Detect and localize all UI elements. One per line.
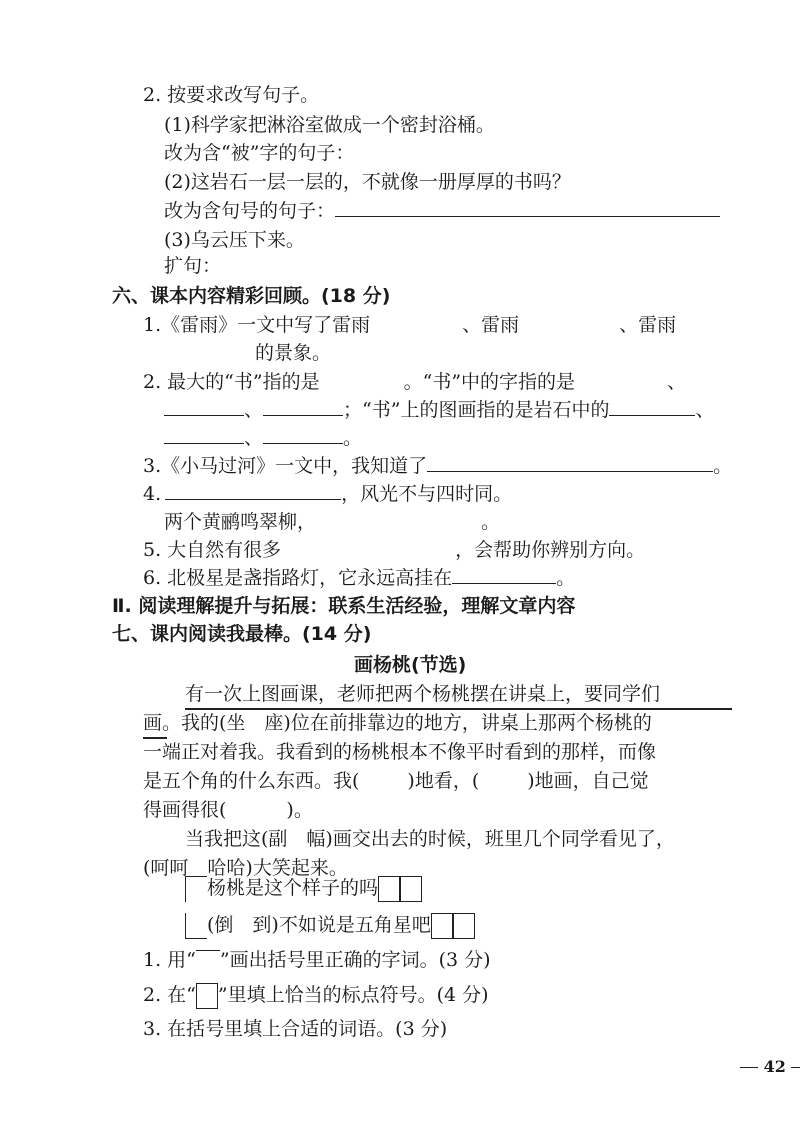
q5-2-task-2-row xyxy=(164,198,720,224)
dialogue-line-1 xyxy=(185,875,422,902)
answer-blank[interactable] xyxy=(263,397,343,416)
q5-2-sentence-1: (1)科学家把淋浴室做成一个密封浴桶。 xyxy=(164,114,495,136)
dialogue-line-2 xyxy=(185,912,475,939)
s6-q3-text-b: 。 xyxy=(713,455,733,477)
q5-2-title: 2. 按要求改写句子。 xyxy=(143,84,320,106)
punctuation-box[interactable] xyxy=(185,913,207,939)
page-number-row xyxy=(740,1054,800,1080)
punctuation-box[interactable] xyxy=(453,913,475,939)
s6-q4-row1 xyxy=(143,481,512,507)
answer-blank[interactable] xyxy=(335,198,720,217)
s6-q2-text-a: 2. 最大的“书”指的是 xyxy=(143,371,320,393)
s6-q3-text-a: 3.《小马过河》一文中，我知道了 xyxy=(143,455,428,477)
s6-q4-text-c: 两个黄鹂鸣翠柳， xyxy=(164,511,317,533)
part-2-title: Ⅱ. 阅读理解提升与拓展：联系生活经验，理解文章内容 xyxy=(112,595,576,617)
s6-q1-text-b: 、雷雨 xyxy=(462,314,520,336)
s6-q1-cont: 的景象。 xyxy=(255,342,332,364)
passage-line-5 xyxy=(143,797,313,823)
s6-q2-text-d: 、 xyxy=(244,399,264,421)
passage-text-5a: 得画得很( xyxy=(143,799,227,821)
passage-text-4a: 是五个角的什么东西。我( xyxy=(143,770,360,792)
answer-blank[interactable] xyxy=(164,425,244,444)
s6-q5-text-b: ，会帮助你辨别方向。 xyxy=(455,539,646,561)
q5-2-sentence-2: (2)这岩石一层一层的，不就像一册厚厚的书吗？ xyxy=(164,171,571,193)
s6-q2-text-h: 。 xyxy=(343,427,363,449)
s7-q1-text-a: 1. 用“ xyxy=(143,949,196,971)
s6-q5-text-a: 5. 大自然有很多 xyxy=(143,539,282,561)
s6-q6-text-b: 。 xyxy=(556,567,576,589)
dash-decoration xyxy=(740,1067,758,1068)
s6-q6-text-a: 6. 北极星是盏指路灯，它永远高挂在 xyxy=(143,567,453,589)
s6-q3-row xyxy=(143,453,732,479)
passage-text-4b: )地看，( xyxy=(407,770,480,792)
dialogue-text-2: (倒 到)不如说是五角星吧 xyxy=(207,914,431,936)
punctuation-box[interactable] xyxy=(431,913,453,939)
s6-q5-row xyxy=(143,537,645,563)
box-mark xyxy=(196,983,218,1009)
straight-line-mark xyxy=(196,950,220,951)
s6-q2-row2 xyxy=(164,397,714,423)
answer-blank[interactable] xyxy=(609,397,695,416)
section-7-title: 七、课内阅读我最棒。(14 分) xyxy=(112,623,372,645)
s7-q3: 3. 在括号里填上合适的词语。(3 分) xyxy=(143,1018,448,1040)
passage-text-5b: )。 xyxy=(286,799,313,821)
s6-q4-text-a: 4. xyxy=(143,483,162,505)
punctuation-box[interactable] xyxy=(185,876,207,902)
s6-q6-row xyxy=(143,565,575,591)
s6-q2-text-c: 、 xyxy=(667,371,687,393)
s6-q4-text-b: ，风光不与四时同。 xyxy=(341,483,513,505)
passage-line-4 xyxy=(143,768,649,794)
s6-q1-text-a: 1.《雷雨》一文中写了雷雨 xyxy=(143,314,371,336)
s7-q1-text-b: ”画出括号里正确的字词。(3 分) xyxy=(219,949,491,971)
s6-q1-text-c: 、雷雨 xyxy=(619,314,677,336)
s7-q2-row xyxy=(143,982,489,1009)
s6-q1-row xyxy=(143,312,676,338)
punctuation-box[interactable] xyxy=(378,876,400,902)
s6-q2-text-b: 。“书”中的字指的是 xyxy=(403,371,576,393)
s7-q1-row xyxy=(143,947,491,973)
s7-q2-text-b: ”里填上恰当的标点符号。(4 分) xyxy=(217,984,489,1006)
answer-blank[interactable] xyxy=(164,397,244,416)
page-number: 42 xyxy=(763,1057,786,1076)
passage-line-1: 有一次上图画课，老师把两个杨桃摆在讲桌上，要同学们 xyxy=(185,683,661,705)
s6-q2-text-e: ；“书”上的图画指的是岩石中的 xyxy=(343,399,610,421)
passage-line-7: (呵呵 哈哈)大笑起来。 xyxy=(143,857,348,879)
s6-q2-text-g: 、 xyxy=(244,427,264,449)
q5-2-task-1: 改为含“被”字的句子： xyxy=(164,142,355,164)
answer-blank[interactable] xyxy=(165,481,341,500)
passage-text-4c: )地画，自己觉 xyxy=(527,770,649,792)
dialogue-text-1: 杨桃是这个样子的吗 xyxy=(207,877,379,899)
punctuation-box[interactable] xyxy=(400,876,422,902)
passage-line-3: 一端正对着我。我看到的杨桃根本不像平时看到的那样，而像 xyxy=(143,741,657,763)
passage-line-6: 当我把这(副 幅)画交出去的时候，班里几个同学看见了， xyxy=(185,828,675,850)
answer-blank[interactable] xyxy=(427,453,713,472)
q5-2-task-3: 扩句： xyxy=(164,255,222,277)
answer-blank[interactable] xyxy=(263,425,343,444)
q5-2-task-2: 改为含句号的句子： xyxy=(164,200,336,222)
section-6-title: 六、课本内容精彩回顾。(18 分) xyxy=(112,285,391,307)
s7-q2-text-a: 2. 在“ xyxy=(143,984,196,1006)
s6-q4-text-d: 。 xyxy=(481,511,501,533)
s6-q4-row2 xyxy=(164,509,500,535)
s6-q2-text-f: 、 xyxy=(695,399,715,421)
passage-title: 画杨桃(节选) xyxy=(354,654,467,676)
s6-q2-row3 xyxy=(164,425,362,451)
q5-2-sentence-3: (3)乌云压下来。 xyxy=(164,229,305,251)
dash-decoration xyxy=(791,1067,800,1068)
answer-blank[interactable] xyxy=(452,565,556,584)
passage-line-2: 画。我的(坐 座)位在前排靠边的地方，讲桌上那两个杨桃的 xyxy=(143,712,652,734)
s6-q2-row1 xyxy=(143,369,686,395)
